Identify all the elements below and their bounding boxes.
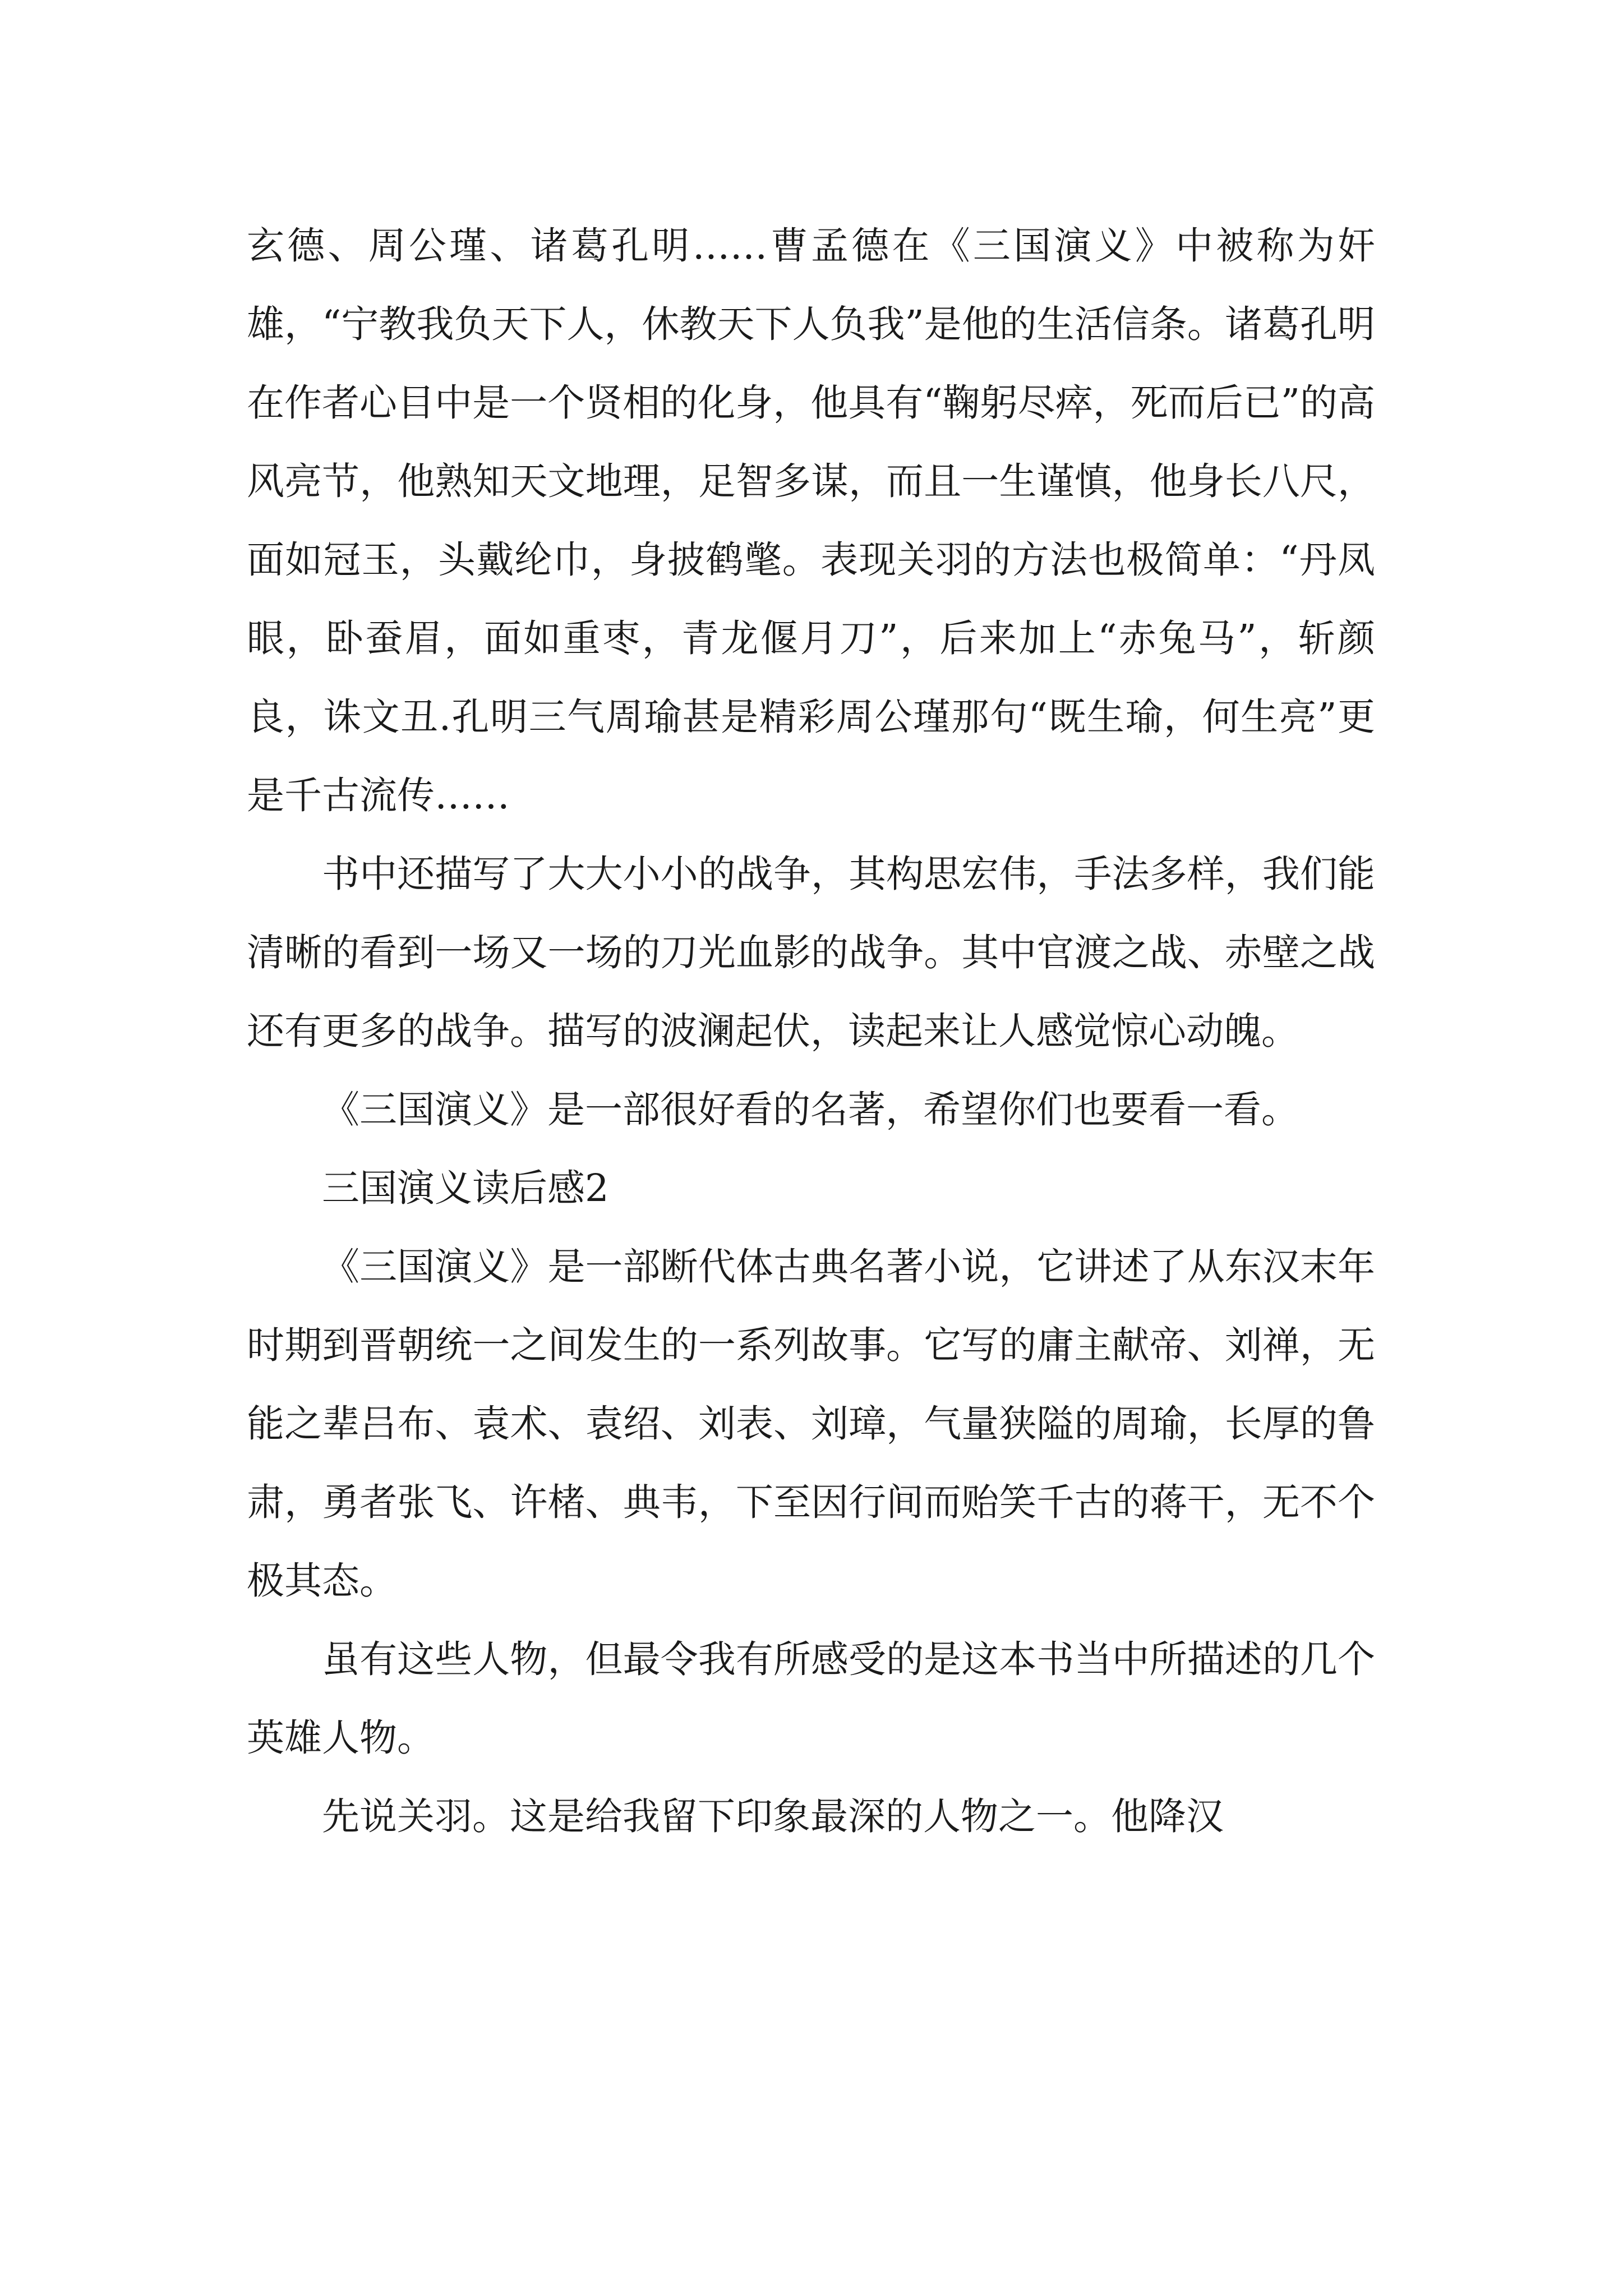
paragraph-heroes: 虽有这些人物，但最令我有所感受的是这本书当中所描述的几个英雄人物。 xyxy=(247,1637,1375,1760)
section-heading: 三国演义读后感2 xyxy=(322,1166,609,1210)
paragraph-guanyu: 先说关羽。这是给我留下印象最深的人物之一。他降汉 xyxy=(322,1795,1224,1838)
paragraph-battles: 书中还描写了大大小小的战争，其构思宏伟，手法多样，我们能清晰的看到一场又一场的刀光血影的战争。其中官渡之战、赤壁之战还有更多的战争。描写的波澜起伏，读起来让人感觉惊心动魄。 xyxy=(247,852,1375,1053)
document-body xyxy=(247,206,1375,1856)
paragraph-continuation: 玄德、周公瑾、诸葛孔明……曹孟德在《三国演义》中被称为奸雄，“宁教我负天下人，休教天下人负我”是他的生活信条。诸葛孔明在作者心目中是一个贤相的化身，他具有“鞠躬尽瘁，死而后已”的高风亮节，他熟知天文地理，足智多谋，而且一生谨慎，他身长八尺，面如冠玉，头戴纶巾，身披鹤氅。表现关羽的方法也极简单：“丹凤眼，卧蚕眉，面如重枣，青龙偃月刀”，后来加上“赤兔马”，斩颜良，诛文丑.孔明三气周瑜甚是精彩周公瑾那句“既生瑜，何生亮”更是千古流传…… xyxy=(247,224,1375,817)
paragraph-overview: 《三国演义》是一部断代体古典名著小说，它讲述了从东汉末年时期到晋朝统一之间发生的一系列故事。它写的庸主献帝、刘禅，无能之辈吕布、袁术、袁绍、刘表、刘璋，气量狭隘的周瑜，长厚的鲁肃，勇者张飞、许楮、典韦，下至因行间而贻笑千古的蒋干，无不个极其态。 xyxy=(247,1245,1375,1603)
paragraph-recommendation: 《三国演义》是一部很好看的名著，希望你们也要看一看。 xyxy=(322,1088,1299,1131)
